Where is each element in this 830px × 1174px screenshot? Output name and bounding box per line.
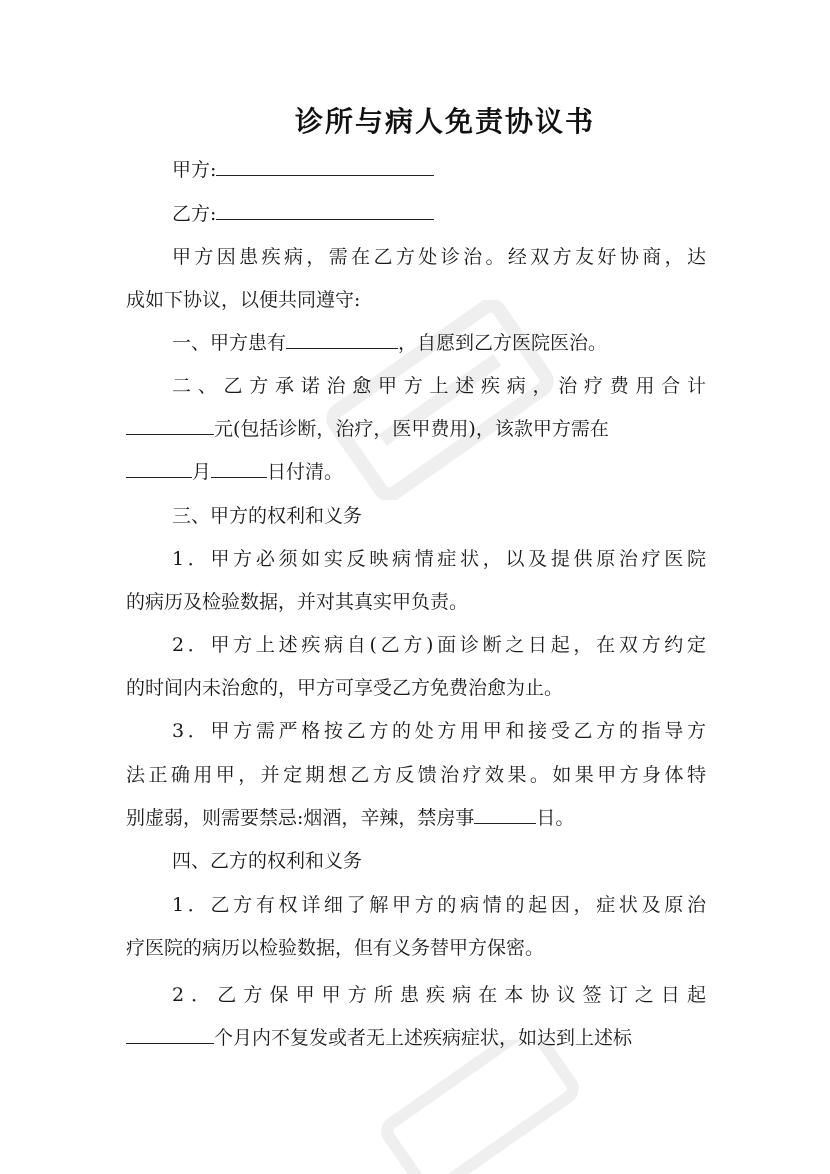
clause-1-line — [172, 330, 706, 356]
months-blank[interactable] — [126, 1025, 214, 1044]
s3-item-1-line-2: 的病历及检验数据，并对其真实甲负责。 — [126, 591, 469, 613]
payment-day-blank[interactable] — [211, 459, 267, 478]
s3-item-2-line-1: 2．甲方上述疾病自(乙方)面诊断之日起，在双方约定 — [172, 634, 706, 656]
party-a-label: 甲方: — [172, 159, 217, 181]
fee-amount-blank[interactable] — [126, 416, 214, 435]
party-b-label: 乙方: — [172, 203, 217, 225]
s3-item-1-line-1: 1．甲方必须如实反映病情症状，以及提供原治疗医院 — [172, 548, 706, 570]
month-label: 月 — [192, 461, 212, 483]
s3-item-3-line-1: 3．甲方需严格按乙方的处方用甲和接受乙方的指导方 — [172, 720, 706, 742]
s3-item-3-line-3 — [126, 805, 706, 831]
section-4-heading: 四、乙方的权利和义务 — [172, 850, 363, 872]
section-3-heading: 三、甲方的权利和义务 — [172, 505, 363, 527]
illness-blank[interactable] — [286, 330, 398, 349]
days-label: 日。 — [536, 807, 575, 829]
s4-item-2-line-2 — [126, 1025, 706, 1051]
watermark-icon — [360, 1040, 600, 1174]
s3-item-2-line-2: 的时间内未治愈的，甲方可享受乙方免费治愈为止。 — [126, 677, 564, 699]
intro-line-1: 甲方因患疾病，需在乙方处诊治。经双方友好协商，达 — [172, 246, 706, 268]
clause-1-text-b: ，自愿到乙方医院医治。 — [398, 332, 608, 354]
s4-item-1-line-2: 疗医院的病历以检验数据，但有义务替甲方保密。 — [126, 937, 545, 959]
party-b-blank[interactable] — [216, 201, 434, 220]
s4-item-1-line-1: 1．乙方有权详细了解甲方的病情的起因，症状及原治 — [172, 894, 706, 916]
taboo-text: 别虚弱，则需要禁忌:烟酒，辛辣，禁房事 — [126, 807, 475, 829]
s3-item-3-line-2: 法正确用甲，并定期想乙方反馈治疗效果。如果甲方身体特 — [126, 764, 706, 786]
party-a-line — [172, 157, 706, 183]
clause-2-line-1: 二、乙方承诺治愈甲方上述疾病，治疗费用合计 — [172, 375, 706, 397]
clause-2-fee-text: 元(包括诊断，治疗，医甲费用)，该款甲方需在 — [214, 418, 609, 440]
party-b-line — [172, 201, 706, 227]
payment-due-text: 日付清。 — [267, 461, 344, 483]
document-title: 诊所与病人免责协议书 — [294, 105, 595, 138]
clause-2-line-2 — [126, 416, 706, 442]
abstinence-days-blank[interactable] — [474, 805, 536, 824]
party-a-blank[interactable] — [216, 157, 434, 176]
s4-item-2-text: 个月内不复发或者无上述疾病症状，如达到上述标 — [214, 1027, 633, 1049]
payment-month-blank[interactable] — [126, 459, 192, 478]
clause-1-text-a: 一、甲方患有 — [172, 332, 287, 354]
clause-2-line-3 — [126, 459, 706, 485]
s4-item-2-line-1: 2．乙方保甲甲方所患疾病在本协议签订之日起 — [172, 984, 706, 1006]
intro-line-2: 成如下协议，以便共同遵守: — [126, 289, 361, 311]
